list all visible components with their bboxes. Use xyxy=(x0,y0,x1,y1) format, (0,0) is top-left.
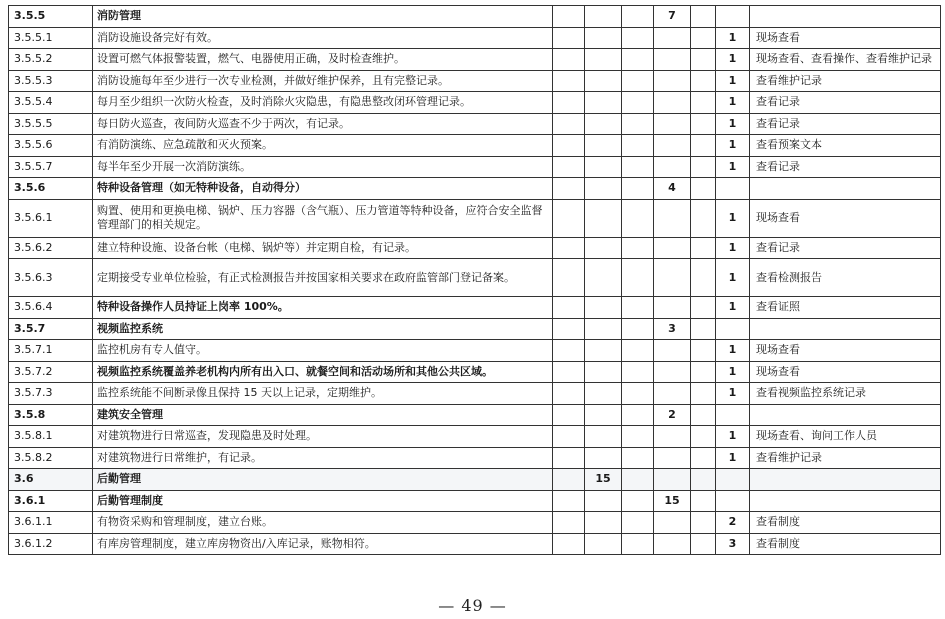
item-content-cell: 视频监控系统 xyxy=(93,318,553,340)
table-row xyxy=(9,178,941,200)
blank-score-cell xyxy=(691,6,716,28)
check-method-cell xyxy=(750,490,941,512)
blank-score-cell xyxy=(553,318,585,340)
item-score-cell: 1 xyxy=(716,340,750,362)
table-row xyxy=(9,135,941,157)
item-score-cell: 1 xyxy=(716,135,750,157)
blank-score-cell xyxy=(691,447,716,469)
blank-score-cell xyxy=(553,447,585,469)
blank-score-cell xyxy=(553,70,585,92)
level1-score-cell xyxy=(585,426,622,448)
item-content-cell: 有库房管理制度，建立库房物资出/入库记录，账物相符。 xyxy=(93,533,553,555)
item-content-cell: 有消防演练、应急疏散和灭火预案。 xyxy=(93,135,553,157)
level2-score-cell xyxy=(654,135,691,157)
blank-score-cell xyxy=(553,199,585,237)
check-method-cell: 查看记录 xyxy=(750,92,941,114)
level2-score-cell xyxy=(654,199,691,237)
level2-score-cell: 4 xyxy=(654,178,691,200)
item-content-cell: 特种设备操作人员持证上岗率 100%。 xyxy=(93,297,553,319)
item-score-cell xyxy=(716,469,750,491)
level1-score-cell xyxy=(585,259,622,297)
blank-score-cell xyxy=(553,512,585,534)
check-method-cell: 查看维护记录 xyxy=(750,447,941,469)
blank-score-cell xyxy=(691,135,716,157)
blank-score-cell xyxy=(553,361,585,383)
blank-score-cell xyxy=(691,318,716,340)
check-method-cell: 查看检测报告 xyxy=(750,259,941,297)
blank-score-cell xyxy=(553,533,585,555)
blank-score-cell xyxy=(622,318,654,340)
blank-score-cell xyxy=(553,113,585,135)
item-score-cell: 1 xyxy=(716,297,750,319)
blank-score-cell xyxy=(553,6,585,28)
blank-score-cell xyxy=(622,178,654,200)
blank-score-cell xyxy=(622,297,654,319)
item-content-cell: 视频监控系统覆盖养老机构内所有出入口、就餐空间和活动场所和其他公共区域。 xyxy=(93,361,553,383)
table-row xyxy=(9,490,941,512)
level2-score-cell xyxy=(654,297,691,319)
blank-score-cell xyxy=(553,426,585,448)
item-code-cell: 3.5.6.1 xyxy=(9,199,93,237)
scoring-table-container xyxy=(8,5,940,555)
level1-score-cell xyxy=(585,490,622,512)
blank-score-cell xyxy=(622,135,654,157)
level2-score-cell: 15 xyxy=(654,490,691,512)
blank-score-cell xyxy=(553,92,585,114)
table-row xyxy=(9,6,941,28)
table-row xyxy=(9,469,941,491)
check-method-cell: 查看记录 xyxy=(750,237,941,259)
item-content-cell: 对建筑物进行日常巡查，发现隐患及时处理。 xyxy=(93,426,553,448)
item-content-cell: 对建筑物进行日常维护，有记录。 xyxy=(93,447,553,469)
level1-score-cell xyxy=(585,70,622,92)
item-score-cell: 1 xyxy=(716,259,750,297)
level1-score-cell xyxy=(585,92,622,114)
blank-score-cell xyxy=(553,27,585,49)
item-code-cell: 3.5.5.4 xyxy=(9,92,93,114)
level1-score-cell xyxy=(585,27,622,49)
item-score-cell: 1 xyxy=(716,156,750,178)
blank-score-cell xyxy=(553,383,585,405)
check-method-cell xyxy=(750,318,941,340)
item-score-cell: 1 xyxy=(716,383,750,405)
blank-score-cell xyxy=(691,27,716,49)
item-content-cell: 消防管理 xyxy=(93,6,553,28)
item-code-cell: 3.5.7.3 xyxy=(9,383,93,405)
item-score-cell: 1 xyxy=(716,92,750,114)
item-code-cell: 3.5.8.1 xyxy=(9,426,93,448)
item-content-cell: 特种设备管理（如无特种设备，自动得分） xyxy=(93,178,553,200)
item-score-cell: 1 xyxy=(716,426,750,448)
table-row xyxy=(9,383,941,405)
item-score-cell: 1 xyxy=(716,70,750,92)
table-body xyxy=(9,6,941,555)
level1-score-cell xyxy=(585,512,622,534)
blank-score-cell xyxy=(622,469,654,491)
item-code-cell: 3.5.5.3 xyxy=(9,70,93,92)
level1-score-cell xyxy=(585,178,622,200)
check-method-cell: 查看预案文本 xyxy=(750,135,941,157)
level2-score-cell xyxy=(654,533,691,555)
level2-score-cell xyxy=(654,426,691,448)
item-code-cell: 3.5.7.1 xyxy=(9,340,93,362)
blank-score-cell xyxy=(622,404,654,426)
level2-score-cell xyxy=(654,383,691,405)
item-code-cell: 3.6 xyxy=(9,469,93,491)
level1-score-cell: 15 xyxy=(585,469,622,491)
item-content-cell: 监控系统能不间断录像且保持 15 天以上记录，定期维护。 xyxy=(93,383,553,405)
level2-score-cell: 7 xyxy=(654,6,691,28)
item-score-cell: 1 xyxy=(716,199,750,237)
item-score-cell: 1 xyxy=(716,447,750,469)
level1-score-cell xyxy=(585,404,622,426)
blank-score-cell xyxy=(622,447,654,469)
blank-score-cell xyxy=(691,199,716,237)
level1-score-cell xyxy=(585,113,622,135)
blank-score-cell xyxy=(691,259,716,297)
item-score-cell: 1 xyxy=(716,237,750,259)
level2-score-cell: 2 xyxy=(654,404,691,426)
check-method-cell xyxy=(750,469,941,491)
table-row xyxy=(9,426,941,448)
blank-score-cell xyxy=(691,512,716,534)
table-row xyxy=(9,259,941,297)
blank-score-cell xyxy=(622,199,654,237)
level2-score-cell xyxy=(654,49,691,71)
item-content-cell: 消防设施设备完好有效。 xyxy=(93,27,553,49)
item-code-cell: 3.5.8 xyxy=(9,404,93,426)
level2-score-cell: 3 xyxy=(654,318,691,340)
level2-score-cell xyxy=(654,512,691,534)
blank-score-cell xyxy=(553,135,585,157)
level2-score-cell xyxy=(654,469,691,491)
scoring-table xyxy=(8,5,941,555)
item-score-cell: 1 xyxy=(716,27,750,49)
item-code-cell: 3.5.8.2 xyxy=(9,447,93,469)
item-code-cell: 3.5.7.2 xyxy=(9,361,93,383)
blank-score-cell xyxy=(553,340,585,362)
check-method-cell: 查看记录 xyxy=(750,156,941,178)
check-method-cell: 查看维护记录 xyxy=(750,70,941,92)
item-content-cell: 设置可燃气体报警装置，燃气、电器使用正确，及时检查维护。 xyxy=(93,49,553,71)
item-score-cell: 2 xyxy=(716,512,750,534)
blank-score-cell xyxy=(553,156,585,178)
level1-score-cell xyxy=(585,361,622,383)
level1-score-cell xyxy=(585,447,622,469)
check-method-cell: 现场查看 xyxy=(750,340,941,362)
blank-score-cell xyxy=(622,490,654,512)
table-row xyxy=(9,237,941,259)
check-method-cell: 查看证照 xyxy=(750,297,941,319)
level1-score-cell xyxy=(585,49,622,71)
item-code-cell: 3.5.5.1 xyxy=(9,27,93,49)
blank-score-cell xyxy=(622,512,654,534)
blank-score-cell xyxy=(622,6,654,28)
blank-score-cell xyxy=(691,533,716,555)
level2-score-cell xyxy=(654,447,691,469)
blank-score-cell xyxy=(691,92,716,114)
blank-score-cell xyxy=(691,237,716,259)
item-code-cell: 3.5.5.7 xyxy=(9,156,93,178)
check-method-cell xyxy=(750,404,941,426)
blank-score-cell xyxy=(622,113,654,135)
blank-score-cell xyxy=(553,49,585,71)
table-row xyxy=(9,533,941,555)
table-row xyxy=(9,70,941,92)
blank-score-cell xyxy=(622,92,654,114)
check-method-cell: 现场查看 xyxy=(750,199,941,237)
blank-score-cell xyxy=(622,533,654,555)
table-row xyxy=(9,404,941,426)
check-method-cell xyxy=(750,178,941,200)
item-code-cell: 3.5.5.6 xyxy=(9,135,93,157)
check-method-cell: 现场查看、查看操作、查看维护记录 xyxy=(750,49,941,71)
item-content-cell: 购置、使用和更换电梯、锅炉、压力容器（含气瓶）、压力管道等特种设备，应符合安全监督管理部门的相关规定。 xyxy=(93,199,553,237)
level1-score-cell xyxy=(585,340,622,362)
blank-score-cell xyxy=(691,49,716,71)
table-row xyxy=(9,361,941,383)
level1-score-cell xyxy=(585,135,622,157)
level1-score-cell xyxy=(585,383,622,405)
table-row xyxy=(9,340,941,362)
level2-score-cell xyxy=(654,70,691,92)
level2-score-cell xyxy=(654,113,691,135)
blank-score-cell xyxy=(691,469,716,491)
table-row xyxy=(9,512,941,534)
page-number: — 49 — xyxy=(438,596,507,615)
level1-score-cell xyxy=(585,297,622,319)
item-score-cell xyxy=(716,178,750,200)
item-code-cell: 3.5.5.2 xyxy=(9,49,93,71)
item-code-cell: 3.5.5.5 xyxy=(9,113,93,135)
blank-score-cell xyxy=(622,361,654,383)
check-method-cell xyxy=(750,6,941,28)
item-content-cell: 有物资采购和管理制度，建立台账。 xyxy=(93,512,553,534)
blank-score-cell xyxy=(622,237,654,259)
level2-score-cell xyxy=(654,156,691,178)
blank-score-cell xyxy=(691,404,716,426)
blank-score-cell xyxy=(622,259,654,297)
table-row xyxy=(9,113,941,135)
blank-score-cell xyxy=(553,490,585,512)
blank-score-cell xyxy=(553,237,585,259)
item-content-cell: 消防设施每年至少进行一次专业检测，并做好维护保养，且有完整记录。 xyxy=(93,70,553,92)
blank-score-cell xyxy=(691,490,716,512)
blank-score-cell xyxy=(553,259,585,297)
item-score-cell: 3 xyxy=(716,533,750,555)
item-score-cell xyxy=(716,490,750,512)
item-score-cell xyxy=(716,318,750,340)
table-row xyxy=(9,27,941,49)
item-score-cell: 1 xyxy=(716,113,750,135)
blank-score-cell xyxy=(622,383,654,405)
check-method-cell: 现场查看 xyxy=(750,361,941,383)
blank-score-cell xyxy=(622,70,654,92)
blank-score-cell xyxy=(553,404,585,426)
level1-score-cell xyxy=(585,237,622,259)
blank-score-cell xyxy=(622,340,654,362)
item-code-cell: 3.5.6 xyxy=(9,178,93,200)
item-score-cell: 1 xyxy=(716,49,750,71)
level2-score-cell xyxy=(654,92,691,114)
item-code-cell: 3.5.6.2 xyxy=(9,237,93,259)
blank-score-cell xyxy=(691,70,716,92)
check-method-cell: 查看制度 xyxy=(750,533,941,555)
item-content-cell: 后勤管理 xyxy=(93,469,553,491)
item-code-cell: 3.6.1 xyxy=(9,490,93,512)
level1-score-cell xyxy=(585,318,622,340)
blank-score-cell xyxy=(691,113,716,135)
blank-score-cell xyxy=(691,340,716,362)
item-code-cell: 3.5.5 xyxy=(9,6,93,28)
item-content-cell: 监控机房有专人值守。 xyxy=(93,340,553,362)
level2-score-cell xyxy=(654,361,691,383)
item-content-cell: 后勤管理制度 xyxy=(93,490,553,512)
blank-score-cell xyxy=(553,297,585,319)
check-method-cell: 查看制度 xyxy=(750,512,941,534)
table-row xyxy=(9,318,941,340)
item-content-cell: 定期接受专业单位检验，有正式检测报告并按国家相关要求在政府监管部门登记备案。 xyxy=(93,259,553,297)
level2-score-cell xyxy=(654,259,691,297)
blank-score-cell xyxy=(691,361,716,383)
table-row xyxy=(9,156,941,178)
table-row xyxy=(9,447,941,469)
level2-score-cell xyxy=(654,340,691,362)
blank-score-cell xyxy=(691,426,716,448)
blank-score-cell xyxy=(691,178,716,200)
item-content-cell: 每半年至少开展一次消防演练。 xyxy=(93,156,553,178)
item-content-cell: 建筑安全管理 xyxy=(93,404,553,426)
item-code-cell: 3.5.6.4 xyxy=(9,297,93,319)
item-code-cell: 3.5.7 xyxy=(9,318,93,340)
blank-score-cell xyxy=(553,469,585,491)
level1-score-cell xyxy=(585,6,622,28)
item-score-cell: 1 xyxy=(716,361,750,383)
table-row xyxy=(9,49,941,71)
blank-score-cell xyxy=(622,156,654,178)
blank-score-cell xyxy=(691,383,716,405)
check-method-cell: 查看视频监控系统记录 xyxy=(750,383,941,405)
blank-score-cell xyxy=(691,156,716,178)
level2-score-cell xyxy=(654,237,691,259)
level2-score-cell xyxy=(654,27,691,49)
item-code-cell: 3.5.6.3 xyxy=(9,259,93,297)
blank-score-cell xyxy=(691,297,716,319)
item-score-cell xyxy=(716,404,750,426)
item-content-cell: 建立特种设施、设备台帐（电梯、锅炉等）并定期自检，有记录。 xyxy=(93,237,553,259)
item-score-cell xyxy=(716,6,750,28)
check-method-cell: 现场查看 xyxy=(750,27,941,49)
check-method-cell: 查看记录 xyxy=(750,113,941,135)
item-content-cell: 每月至少组织一次防火检查，及时消除火灾隐患，有隐患整改闭环管理记录。 xyxy=(93,92,553,114)
item-code-cell: 3.6.1.1 xyxy=(9,512,93,534)
blank-score-cell xyxy=(553,178,585,200)
blank-score-cell xyxy=(622,27,654,49)
item-content-cell: 每日防火巡查，夜间防火巡查不少于两次，有记录。 xyxy=(93,113,553,135)
table-row xyxy=(9,297,941,319)
blank-score-cell xyxy=(622,426,654,448)
table-row xyxy=(9,92,941,114)
level1-score-cell xyxy=(585,533,622,555)
level1-score-cell xyxy=(585,199,622,237)
blank-score-cell xyxy=(622,49,654,71)
table-row xyxy=(9,199,941,237)
item-code-cell: 3.6.1.2 xyxy=(9,533,93,555)
check-method-cell: 现场查看、询问工作人员 xyxy=(750,426,941,448)
level1-score-cell xyxy=(585,156,622,178)
